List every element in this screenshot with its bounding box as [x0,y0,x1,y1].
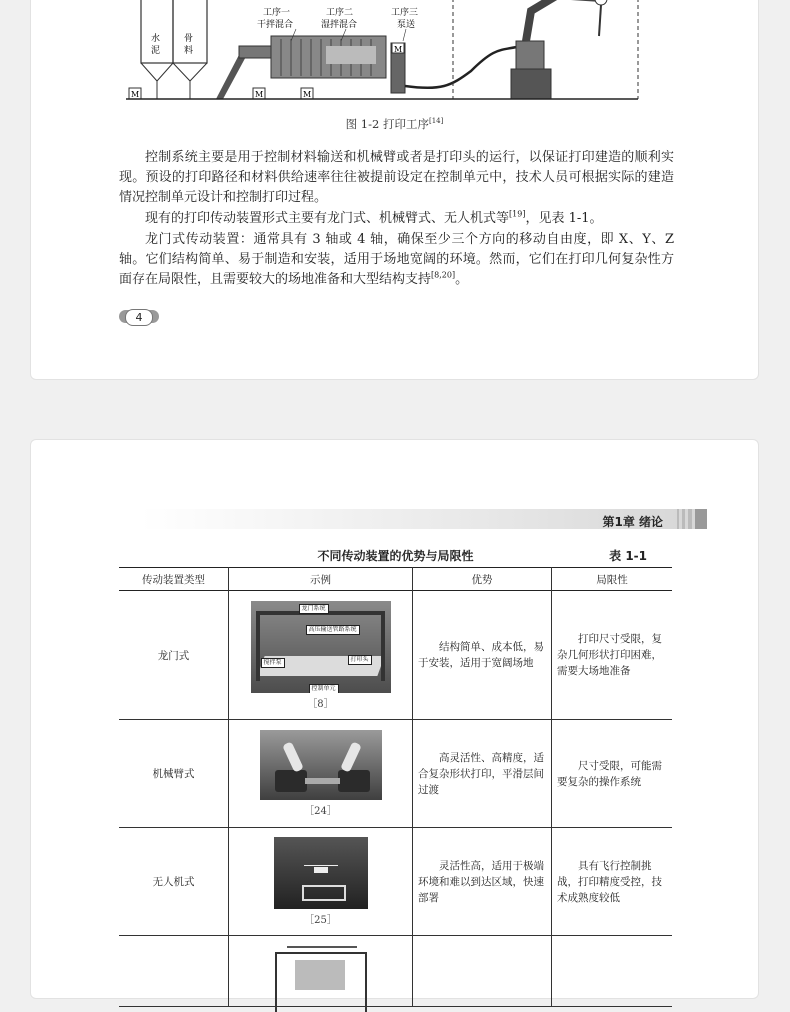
comparison-table [119,567,672,1007]
table-row [119,720,672,828]
cell-example [229,591,413,720]
label-print-head: 打印头 [348,655,372,665]
cell-advantage: 灵活性高，适用于极端环境和难以到达区域，快速部署 [413,828,552,936]
document-page-bottom: 第1章 绪论 不同传动装置的优势与局限性 表 1-1 传动装置类型 示例 优势 局限性 龙门式 龙门系统 高压输送管路系统 搅拌泵 打印头 控制单元 ［8］ 结构简单、成本低，易于安装，适用于宽阔场地 打印尺寸受限，复杂几何形状打印困难，需要大场地准备 机械臂式 ［24］ 高灵活性、高精度，适合复杂形状打印，平滑层间过渡 尺寸受限，可能需要复杂的操作系统 无人机式 ［25］ 灵活性高，适用于极端环境和难以到达区域，快速部署 具有飞行控制挑战，打印精度受控，技术成熟度较低 [30,439,759,999]
chapter-header: 第1章 绪论 [602,515,663,529]
label-control-unit: 控制单元 [309,684,339,693]
cell-limitation: 尺寸受限，可能需要复杂的操作系统 [552,720,673,828]
step2-label-1: 工序二 [326,8,354,18]
drone-photo [274,837,368,909]
figure-caption: 图 1-2 打印工序[14] [345,117,444,131]
header-type: 传动装置类型 [119,568,229,591]
frame-printer-photo [275,946,367,1006]
cell-limitation [552,936,673,1007]
aggregate-label-2: 料 [184,46,194,56]
motor-label-1: M [131,90,140,99]
page-number-badge [119,309,159,324]
robotic-arm-photo [260,730,382,800]
label-gantry-system: 龙门系统 [299,604,329,614]
page-number: 4 [125,309,153,326]
header-limitation: 局限性 [552,568,673,591]
image-ref: ［8］ [307,698,334,710]
aggregate-label-1: 骨 [184,34,194,44]
cell-example [229,936,413,1007]
table-row [119,591,672,720]
document-page-top [30,0,759,380]
step3-label-2: 泵送 [397,20,416,30]
printing-process-figure [121,0,641,113]
label-pump: 搅拌泵 [261,658,285,668]
image-ref: ［25］ [304,915,337,926]
motor-label-pump: M [394,45,403,54]
cell-limitation: 打印尺寸受限，复杂几何形状打印困难，需要大场地准备 [552,591,673,720]
cell-type: 无人机式 [119,828,229,936]
cell-type: 机械臂式 [119,720,229,828]
image-ref: ［24］ [304,806,337,817]
step1-label-1: 工序一 [263,8,291,18]
step3-label-1: 工序三 [391,8,419,18]
table-row [119,828,672,936]
motor-label-2: M [255,90,264,99]
step2-label-2: 湿拌混合 [321,20,358,30]
cell-advantage [413,936,552,1007]
table-header-row [119,568,672,591]
cell-advantage: 高灵活性、高精度，适合复杂形状打印，平滑层间过渡 [413,720,552,828]
header-advantage: 优势 [413,568,552,591]
gantry-photo [251,601,391,693]
table-row [119,936,672,1007]
cell-type [119,936,229,1007]
cell-type: 龙门式 [119,591,229,720]
table-number: 表 1-1 [609,549,647,563]
paragraph-transmission-types: 现有的打印传动装置形式主要有龙门式、机械臂式、无人机式等[19]，见表 1-1。 [145,209,603,226]
label-pipeline: 高压输送管路系统 [306,625,360,635]
paragraph-control-system: 控制系统主要是用于控制材料输送和机械臂或者是打印头的运行，以保证打印建造的顺利实现。预设的打印路径和材料供给速率往往被提前设定在控制单元中，技术人员可根据实际的建造情况控制单元设计和控制打印过程。 [119,150,674,205]
cement-label-1: 水 [151,34,161,44]
motor-label-3: M [303,90,312,99]
cell-advantage: 结构简单、成本低，易于安装，适用于宽阔场地 [413,591,552,720]
cement-label-2: 泥 [151,46,161,56]
paragraph-gantry: 龙门式传动装置：通常具有 3 轴或 4 轴，确保至少三个方向的移动自由度，即 X、Y、Z 轴。它们结构简单、易于制造和安装，适用于场地宽阔的环境。然而，它们在打印几何复杂性方面存在局限性，且需要较大的场地准备和大型结构支持[8,20]。 [119,232,674,287]
cell-example [229,828,413,936]
cell-limitation: 具有飞行控制挑战，打印精度受控，技术成熟度较低 [552,828,673,936]
cell-example [229,720,413,828]
step1-label-2: 干拌混合 [257,20,294,30]
header-example: 示例 [229,568,413,591]
